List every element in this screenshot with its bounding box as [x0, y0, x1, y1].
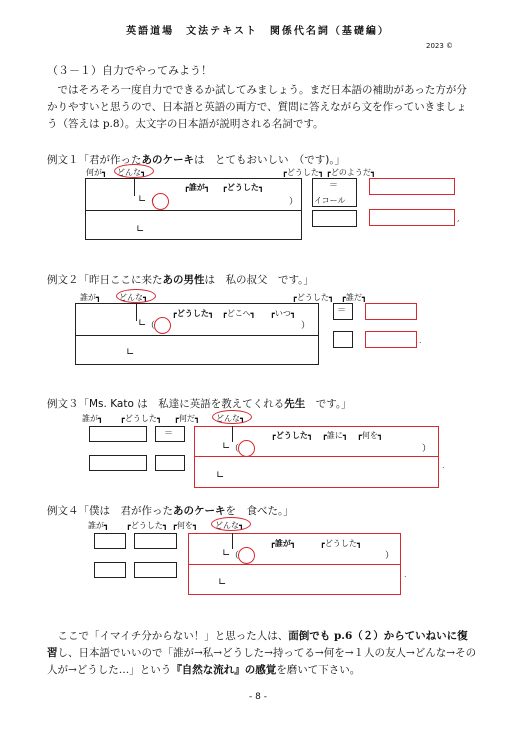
intro-paragraph: ではそろそろ一度自力でできるか試してみましょう。まだ日本語の補助があった方が分かりやすいと思うので、日本語と英語の両方で、質問に答えながら文を作っていきましょう（答えは p.8）。太文字の日本語が説明される名詞です。 [47, 84, 467, 130]
ex1-divider [85, 210, 302, 211]
example-3-sentence: 例文３「Ms. Kato は 私達に英語を教えてくれる先生 です。」 [47, 398, 352, 410]
close-paren: ） [385, 551, 395, 561]
close-paren: ） [301, 321, 311, 331]
ex2-answer-box [365, 303, 417, 320]
corner-mark: ∟ [136, 224, 145, 235]
tag-dou2: ┏どうした┓ [282, 168, 324, 177]
ex4-verb-box [134, 533, 177, 549]
section-title: （３－１）自力でやってみよう！ [47, 64, 212, 77]
tag-wo: ┏何を┓ [172, 521, 198, 530]
donna-circle [212, 410, 252, 424]
tag-wo: ┏何を┓ [357, 431, 383, 440]
ex3-subject-box [89, 426, 147, 442]
ex2-blank-box [333, 331, 353, 348]
equal-sign: ＝ [337, 306, 347, 316]
tag-daga: ┏誰が┓ [184, 183, 210, 192]
ex4-divider [188, 564, 401, 565]
answer-circle [154, 317, 171, 334]
close-paren: ） [289, 197, 299, 207]
open-paren: （ [230, 444, 240, 454]
tag-dono: ┏どのようだ┓ [326, 168, 376, 177]
equal-sign: ＝ [329, 181, 339, 191]
ex1-answer-box [369, 178, 455, 195]
header-title: 英語道場 文法テキスト 関係代名詞（基礎編） [126, 26, 390, 37]
tag-dare2: ┏誰が┓ [270, 539, 296, 548]
example-1-sentence: 例文１「君が作ったあのケーキは とてもおいしい （です)。」 [47, 154, 346, 166]
ex3-blank-box [89, 455, 147, 471]
tag-da: ┏誰だ┓ [341, 293, 367, 302]
tag-dou2: ┏どうした┓ [271, 431, 313, 440]
tag-dou2: ┏どうした┓ [320, 539, 362, 548]
example-2-sentence: 例文２「昨日ここに来たあの男性は 私の叔父 です。」 [47, 274, 314, 286]
tag-donna: どんな┓ [215, 521, 244, 530]
corner-mark: ∟ [222, 548, 231, 559]
tag-itsu: ┏いつ┓ [270, 309, 296, 318]
tag-dou: ┏どうした┓ [120, 414, 162, 423]
tag-dare: 誰が┓ [80, 293, 101, 302]
open-paren: （ [230, 551, 240, 561]
ex2-divider [75, 335, 319, 336]
outro-paragraph: ここで「イマイチ分からない！」と思った人は、面倒でも p.6（２）からていねいに復習し、日本語でいいので「誰が→私→どうした→持ってる→何を→１人の友人→どんな→その人が→どうした…」という『自然な流れ』の感覚を磨いて下さい。 [47, 630, 477, 676]
tag-dare: 誰が┓ [82, 414, 103, 423]
close-paren: ） [422, 444, 432, 454]
corner-mark: ∟ [126, 347, 135, 358]
ex3-blank-box [155, 455, 185, 471]
equal-word: イコール [314, 196, 346, 205]
ex1-blank-box [312, 210, 357, 227]
equal-sign: ＝ [164, 429, 174, 439]
tag-donna: どんな┓ [216, 414, 245, 423]
tag-doko: ┏どこへ┓ [222, 309, 256, 318]
header-year: 2023 © [426, 42, 454, 50]
tag-dou1: ┏どうした┓ [172, 309, 214, 318]
corner-mark: ∟ [138, 318, 147, 329]
answer-circle [152, 193, 169, 210]
tag-nani: 何が┓ [86, 168, 107, 177]
tag-nani: ┏何だ┓ [174, 414, 200, 423]
ex4-subject-box [94, 533, 126, 549]
ex4-blank-box [134, 562, 177, 578]
corner-mark: ∟ [216, 470, 225, 481]
ex3-pointer [232, 426, 233, 442]
page-number: - 8 - [249, 692, 267, 702]
tag-donna: どんな┓ [119, 293, 148, 302]
tag-donna: どんな┓ [117, 168, 146, 177]
corner-mark: ∟ [218, 577, 227, 588]
tag-dare: 誰が┓ [88, 521, 109, 530]
tag-dou: ┏どうした┓ [126, 521, 168, 530]
open-paren: （ [146, 197, 156, 207]
answer-circle [238, 440, 255, 457]
corner-mark: ∟ [138, 194, 147, 205]
donna-circle [114, 164, 154, 178]
donna-circle [211, 517, 251, 531]
tag-ni: ┏誰に┓ [322, 431, 348, 440]
ex2-pointer [136, 303, 137, 321]
ex3-divider [194, 456, 439, 457]
tag-dou2: ┏どうした┓ [292, 293, 334, 302]
ex1-pointer [134, 178, 135, 196]
ex4-pointer [232, 533, 233, 549]
donna-circle [116, 289, 156, 303]
corner-mark: ∟ [222, 441, 231, 452]
tag-dou1: ┏どうした┓ [222, 183, 264, 192]
ex4-blank-box [94, 562, 126, 578]
ex2-answer-box [365, 331, 417, 348]
answer-circle [238, 547, 255, 564]
ex1-answer-box [369, 209, 455, 226]
open-paren: （ [146, 321, 156, 331]
example-4-sentence: 例文４「僕は 君が作ったあのケーキを 食べた。」 [47, 505, 294, 517]
